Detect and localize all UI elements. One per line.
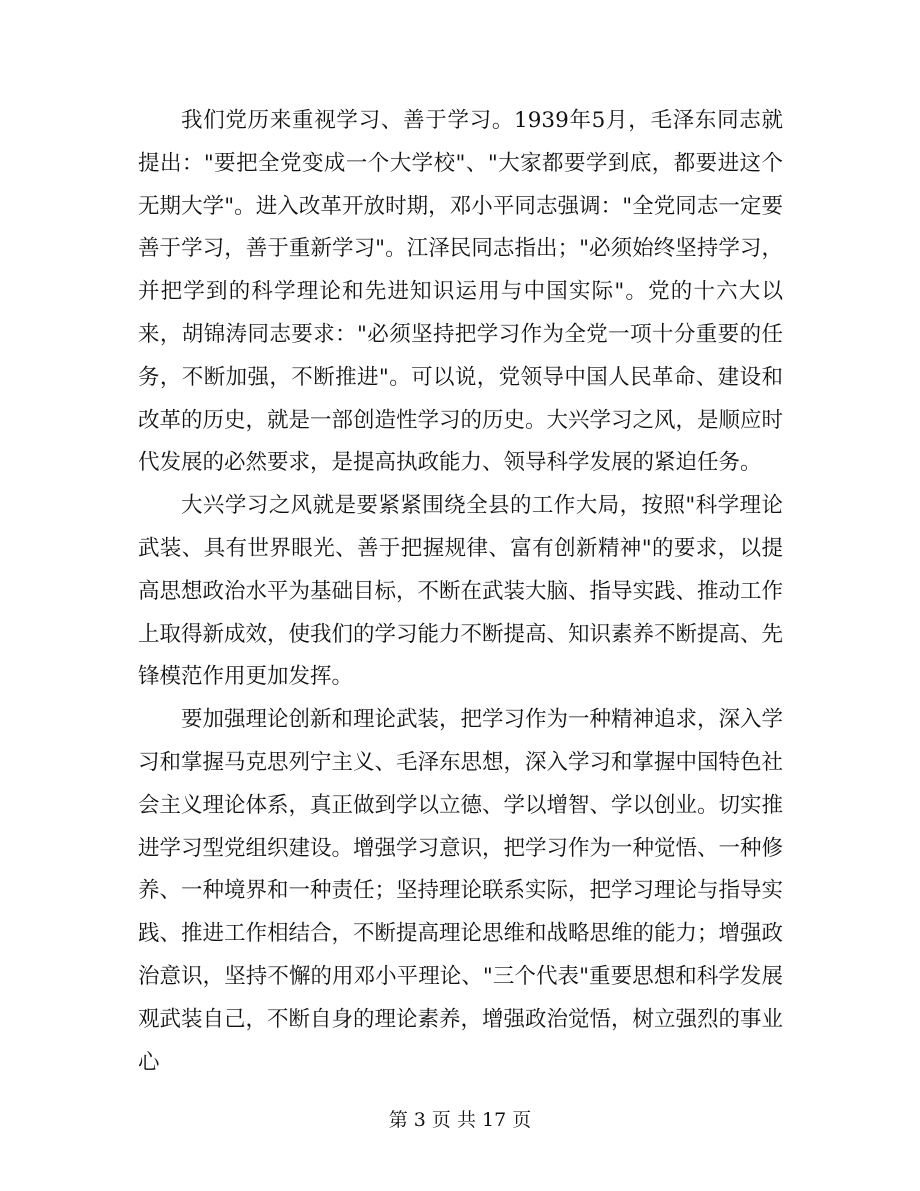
document-body (138, 100, 783, 1084)
page-number: 第 3 页 共 17 页 (388, 1109, 532, 1131)
page-footer (0, 1106, 920, 1134)
paragraph-2: 大兴学习之风就是要紧紧围绕全县的工作大局，按照"科学理论武装、具有世界眼光、善于把握规律、富有创新精神"的要求，以提高思想政治水平为基础目标，不断在武装大脑、指导实践、推动工作上取得新成效，使我们的学习能力不断提高、知识素养不断提高、先锋模范作用更加发挥。 (138, 493, 784, 690)
paragraph-1: 我们党历来重视学习、善于学习。1939年5月，毛泽东同志就提出："要把全党变成一个大学校"、"大家都要学到底，都要进这个无期大学"。进入改革开放时期，邓小平同志强调："全党同志一定要善于学习，善于重新学习"。江泽民同志指出；"必须始终坚持学习，并把学到的科学理论和先进知识运用与中国实际"。党的十六大以来，胡锦涛同志要求："必须坚持把学习作为全党一项十分重要的任务，不断加强，不断推进"。可以说，党领导中国人民革命、建设和改革的历史，就是一部创造性学习的历史。大兴学习之风，是顺应时代发展的必然要求，是提高执政能力、领导科学发展的紧迫任务。 (138, 108, 784, 476)
paragraph-3: 要加强理论创新和理论武装，把学习作为一种精神追求，深入学习和掌握马克思列宁主义、毛泽东思想，深入学习和掌握中国特色社会主义理论体系，真正做到学以立德、学以增智、学以创业。切实推进学习型党组织建设。增强学习意识，把学习作为一种觉悟、一种修养、一种境界和一种责任；坚持理论联系实际，把学习理论与指导实践、推进工作相结合，不断提高理论思维和战略思维的能力；增强政治意识，坚持不懈的用邓小平理论、"三个代表"重要思想和科学发展观武装自己，不断自身的理论素养，增强政治觉悟，树立强烈的事业心 (138, 707, 784, 1075)
